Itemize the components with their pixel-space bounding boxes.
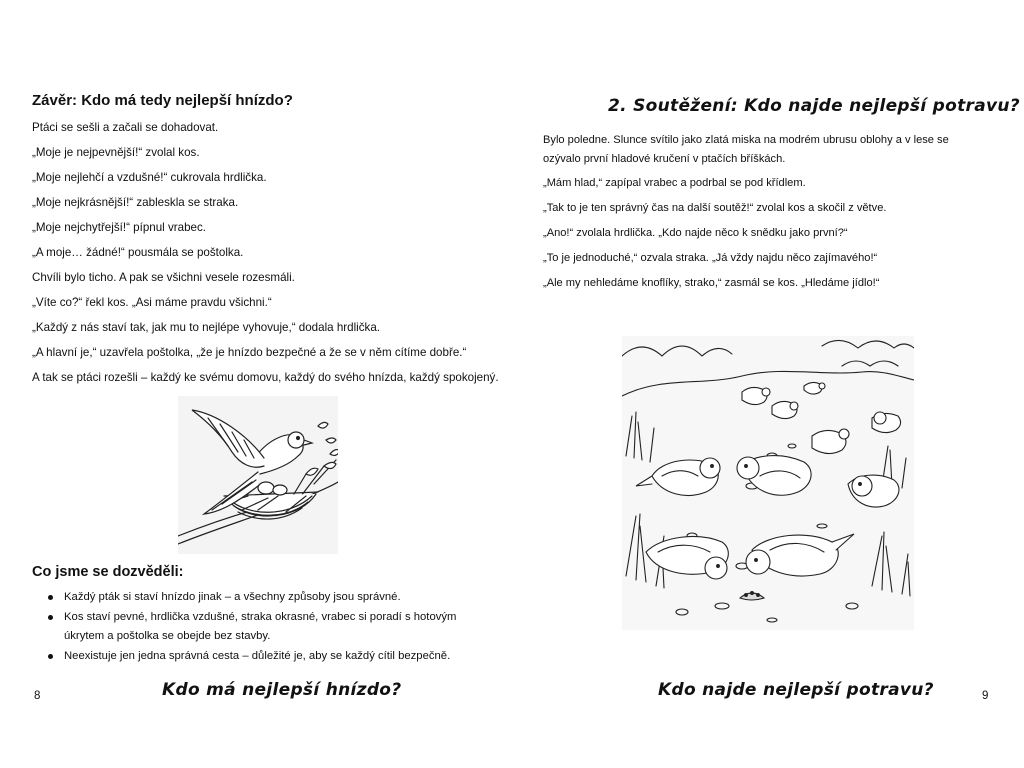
paragraph: Bylo poledne. Slunce svítilo jako zlatá miska na modrém ubrusu oblohy a v lese se ozývalo první hladové kručení v ptačích bříškách.: [543, 134, 949, 165]
paragraph: „Tak to je ten správný čas na další soutěž!“ zvolal kos a skočil z větve.: [543, 202, 887, 214]
summary-heading: Co jsme se dozvěděli:: [32, 564, 184, 580]
chapter-title: 2. Soutěžení: Kdo najde nejlepší potravu?: [608, 96, 1020, 116]
sparrows-feeding-icon: [622, 336, 914, 630]
paragraph: „Moje nejkrásnější!“ zableskla se straka.: [32, 196, 239, 209]
list-item: Neexistuje jen jedna správná cesta – důležité je, aby se každý cítil bezpečně.: [44, 647, 492, 667]
footer-title: Kdo má nejlepší hnízdo?: [162, 680, 402, 700]
list-item: Každý pták si staví hnízdo jinak – a všechny způsoby jsou správné.: [44, 588, 492, 608]
paragraph: „A hlavní je,“ uzavřela poštolka, „že je hnízdo bezpečné a že se v něm cítíme dobře.“: [32, 346, 467, 359]
paragraph: „A moje… žádné!“ pousmála se poštolka.: [32, 246, 244, 259]
paragraph: „Moje nejchytřejší!“ pípnul vrabec.: [32, 221, 206, 234]
paragraph: „Moje je nejpevnější!“ zvolal kos.: [32, 146, 200, 159]
paragraph: „To je jednoduché,“ ozvala straka. „Já vždy najdu něco zajímavého!“: [543, 252, 878, 264]
paragraph: Chvíli bylo ticho. A pak se všichni vesele rozesmáli.: [32, 271, 295, 284]
summary-list: [44, 588, 492, 666]
page-number: 9: [982, 690, 989, 702]
section-heading: Závěr: Kdo má tedy nejlepší hnízdo?: [32, 92, 293, 109]
page-number: 8: [34, 690, 41, 702]
paragraph: Ptáci se sešli a začali se dohadovat.: [32, 121, 219, 134]
paragraph: „Víte co?“ řekl kos. „Asi máme pravdu všichni.“: [32, 296, 272, 309]
dove-on-nest-icon: [178, 396, 338, 554]
paragraph: „Každý z nás staví tak, jak mu to nejlépe vyhovuje,“ dodala hrdlička.: [32, 321, 380, 334]
paragraph: A tak se ptáci rozešli – každý ke svému domovu, každý do svého hnízda, každý spokojený.: [32, 371, 499, 384]
list-item: Kos staví pevné, hrdlička vzdušné, straka okrasné, vrabec si poradí s hotovým úkrytem a poštolka se obejde bez stavby.: [44, 608, 492, 647]
right-page: [512, 0, 1024, 768]
paragraph: „Ano!“ zvolala hrdlička. „Kdo najde něco k snědku jako první?“: [543, 227, 848, 239]
paragraph: „Moje nejlehčí a vzdušné!“ cukrovala hrdlička.: [32, 171, 267, 184]
footer-title: Kdo najde nejlepší potravu?: [658, 680, 934, 700]
paragraph: „Mám hlad,“ zapípal vrabec a podrbal se pod křídlem.: [543, 177, 806, 189]
paragraph: „Ale my nehledáme knoflíky, strako,“ zasmál se kos. „Hledáme jídlo!“: [543, 277, 880, 289]
